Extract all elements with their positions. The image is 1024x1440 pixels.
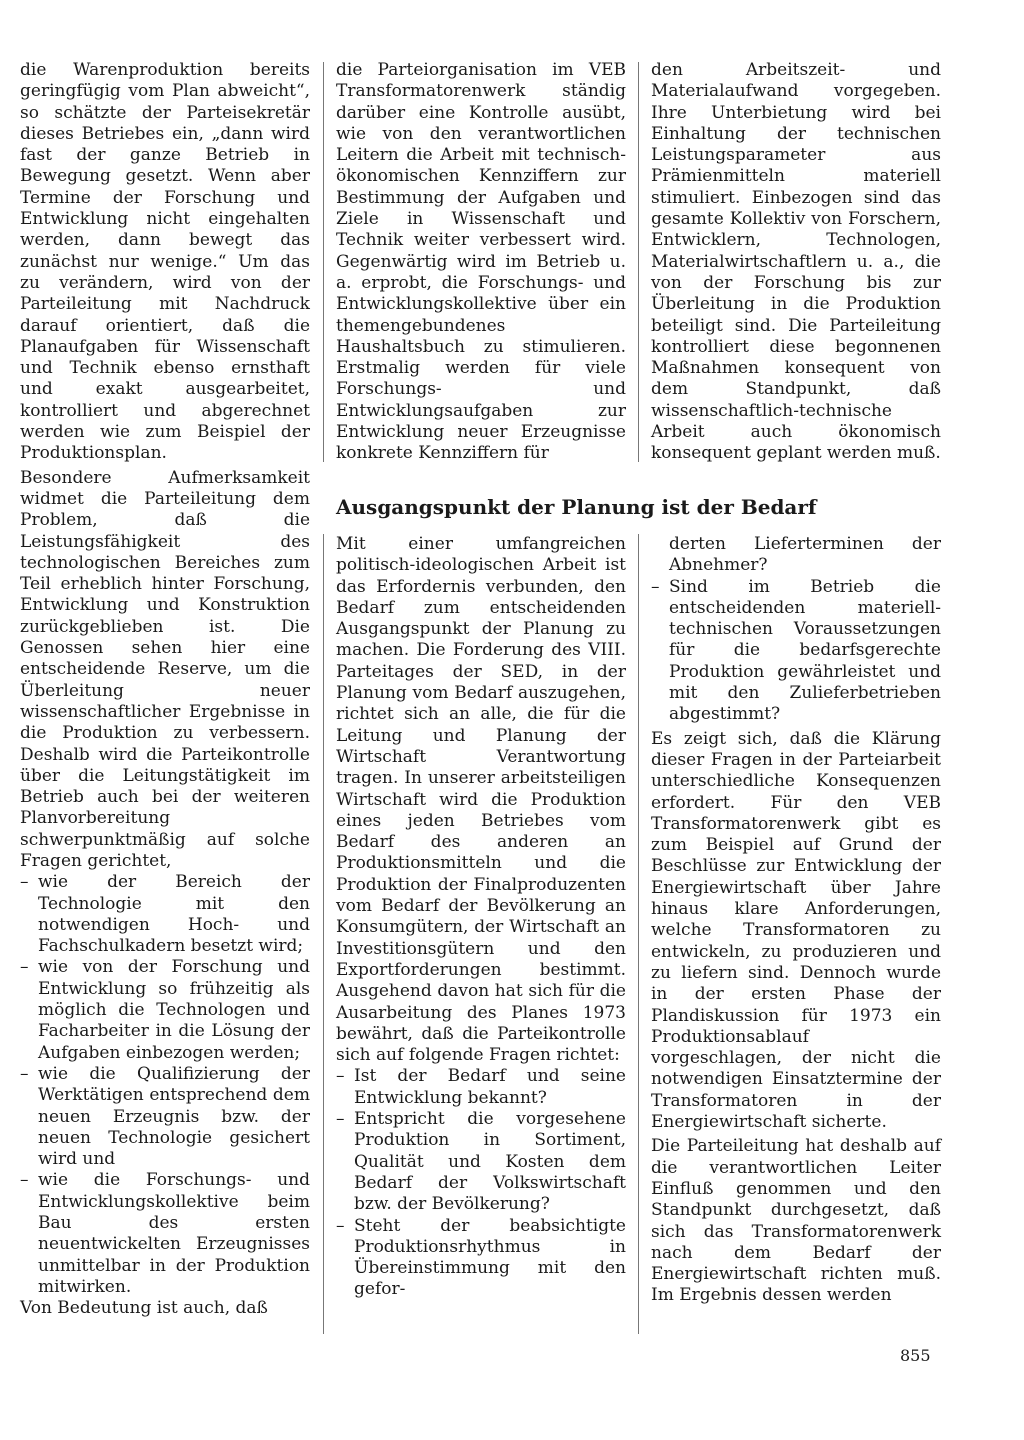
paragraph: die Warenproduktion bereits geringfügig vom Plan abweicht“, so schätzte der Parteisekretär dieses Betriebes ein, „dann wird fast der ganze Betrieb in Bewegung gesetzt. Wenn aber Termine der Forschung und Entwicklung nicht eingehalten werden, dann bewegt das zunächst nur wenige.“ Um das zu verändern, wird von der Parteileitung mit Nachdruck darauf orientiert, daß die Planaufgaben für Wissenschaft und Technik ebenso ernsthaft und exakt ausgearbeitet, kontrolliert und abgerechnet werden wie zum Beispiel der Produktionsplan. <box>20 60 310 464</box>
list-item: – Entspricht die vorgesehene Produktion in Sortiment, Qualität und Kosten dem Bedarf der Volkswirtschaft bzw. der Bevölkerung? <box>336 1109 626 1215</box>
list-item: – Sind im Betrieb die entscheidenden materiell-technischen Voraussetzungen für die bedarfsgerechte Produktion gewährleistet und mit den Zulieferbetrieben abgestimmt? <box>651 577 941 726</box>
list-item: – wie die Forschungs- und Entwicklungskollektive beim Bau des ersten neuentwickelten Erzeugnisses unmittelbar in der Produktion mitwirken. <box>20 1170 310 1298</box>
list-item: – wie von der Forschung und Entwicklung so frühzeitig als möglich die Technologen und Facharbeiter in die Lösung der Aufgaben einbezogen werden; <box>20 957 310 1063</box>
column-5 <box>651 534 941 1307</box>
paragraph: den Arbeitszeit- und Materialaufwand vorgegeben. Ihre Unterbietung wird bei Einhaltung der technischen Leistungsparameter aus Prämienmitteln materiell stimuliert. Einbezogen sind das gesamte Kollektiv von Forschern, Entwicklern, Technologen, Materialwirtschaftlern u. a., die von der Forschung bis zur Überleitung in die Produktion beteiligt sind. Die Parteileitung kontrolliert diese begonnenen Maßnahmen konsequent von dem Standpunkt, daß wissenschaftlich-technische Arbeit auch ökonomisch konsequent geplant werden muß. <box>651 60 941 464</box>
list-item: – Ist der Bedarf und seine Entwicklung bekannt? <box>336 1066 626 1109</box>
section-heading: Ausgangspunkt der Planung ist der Bedarf <box>336 495 817 519</box>
paragraph: Besondere Aufmerksamkeit widmet die Parteileitung dem Problem, daß die Leistungsfähigkeit des technologischen Bereiches zum Teil erheblich hinter Forschung, Entwicklung und Konstruktion zurückgeblieben ist. Die Genossen sehen hier eine entscheidende Reserve, um die Überleitung neuer wissenschaftlicher Ergebnisse in die Produktion zu verbessern. Deshalb wird die Parteikontrolle über die Leitungstätigkeit im Betrieb auch bei der weiteren Planvorbereitung schwerpunktmäßig auf solche Fragen gerichtet, <box>20 467 310 871</box>
paragraph: Die Parteileitung hat deshalb auf die verantwortlichen Leiter Einfluß genommen und den Standpunkt durchgesetzt, daß sich das Transformatorenwerk nach dem Bedarf der Energiewirtschaft richten muß. Im Ergebnis dessen werden <box>651 1136 941 1306</box>
list-item: – wie der Bereich der Technologie mit den notwendigen Hoch- und Fachschulkadern besetzt wird; <box>20 872 310 957</box>
list-item: – Steht der beabsichtigte Produktionsrhythmus in Übereinstimmung mit den gefor- <box>336 1216 626 1301</box>
column-divider <box>638 534 639 1334</box>
paragraph: Mit einer umfangreichen politisch-ideologischen Arbeit ist das Erfordernis verbunden, den Bedarf zum entscheidenden Ausgangspunkt der Planung zu machen. Die Forderung des VIII. Parteitages der SED, in der Planung vom Bedarf auszugehen, richtet sich an alle, die für die Leitung und Planung der Wirtschaft Verantwortung tragen. In unserer arbeitsteiligen Wirtschaft wird die Produktion eines jeden Betriebes vom Bedarf des anderen an Produktionsmitteln und die Produktion der Finalproduzenten vom Bedarf der Bevölkerung an Konsumgütern, der Wirtschaft an Investitionsgütern und den Exportforderungen bestimmt. Ausgehend davon hat sich für die Ausarbeitung des Planes 1973 bewährt, daß die Parteikontrolle sich auf folgende Fragen richtet: <box>336 534 626 1066</box>
column-4 <box>336 534 626 1301</box>
paragraph: die Parteiorganisation im VEB Transformatorenwerk ständig darüber eine Kontrolle ausübt, wie von den verantwortlichen Leitern die Arbeit mit technisch-ökonomischen Kennziffern zur Bestimmung der Aufgaben und Ziele in Wissenschaft und Technik weiter verbessert wird. Gegenwärtig wird im Betrieb u. a. erprobt, die Forschungs- und Entwicklungskollektive über ein themengebundenes Haushaltsbuch zu stimulieren. Erstmalig werden für viele Forschungs- und Entwicklungsaufgaben zur Entwicklung neuer Erzeugnisse konkrete Kennziffern für <box>336 60 626 464</box>
paragraph: Von Bedeutung ist auch, daß <box>20 1298 268 1319</box>
paragraph: Es zeigt sich, daß die Klärung dieser Fragen in der Parteiarbeit unterschiedliche Konsequenzen erfordert. Für den VEB Transformatorenwerk gibt es zum Beispiel auf Grund der Beschlüsse zur Entwicklung der Energiewirtschaft über Jahre hinaus klare Anforderungen, welche Transformatoren zu entwickeln, zu produzieren und zu liefern sind. Dennoch wurde in der ersten Phase der Plandiskussion für 1973 ein Produktionsablauf vorgeschlagen, der nicht die notwendigen Einsatztermine der Transformatoren in der Energiewirtschaft sicherte. <box>651 728 941 1133</box>
list-item: – wie die Qualifizierung der Werktätigen entsprechend dem neuen Erzeugnis bzw. der neuen Technologie gesichert wird und <box>20 1064 310 1170</box>
column-divider <box>323 534 324 1334</box>
column-3 <box>651 60 941 465</box>
page-number: 855 <box>900 1346 931 1365</box>
column-2 <box>336 60 626 465</box>
column-divider <box>638 62 639 462</box>
list-item-continuation: derten Lieferterminen der Abnehmer? <box>669 534 941 576</box>
column-divider <box>323 62 324 462</box>
column-1 <box>20 60 310 1320</box>
